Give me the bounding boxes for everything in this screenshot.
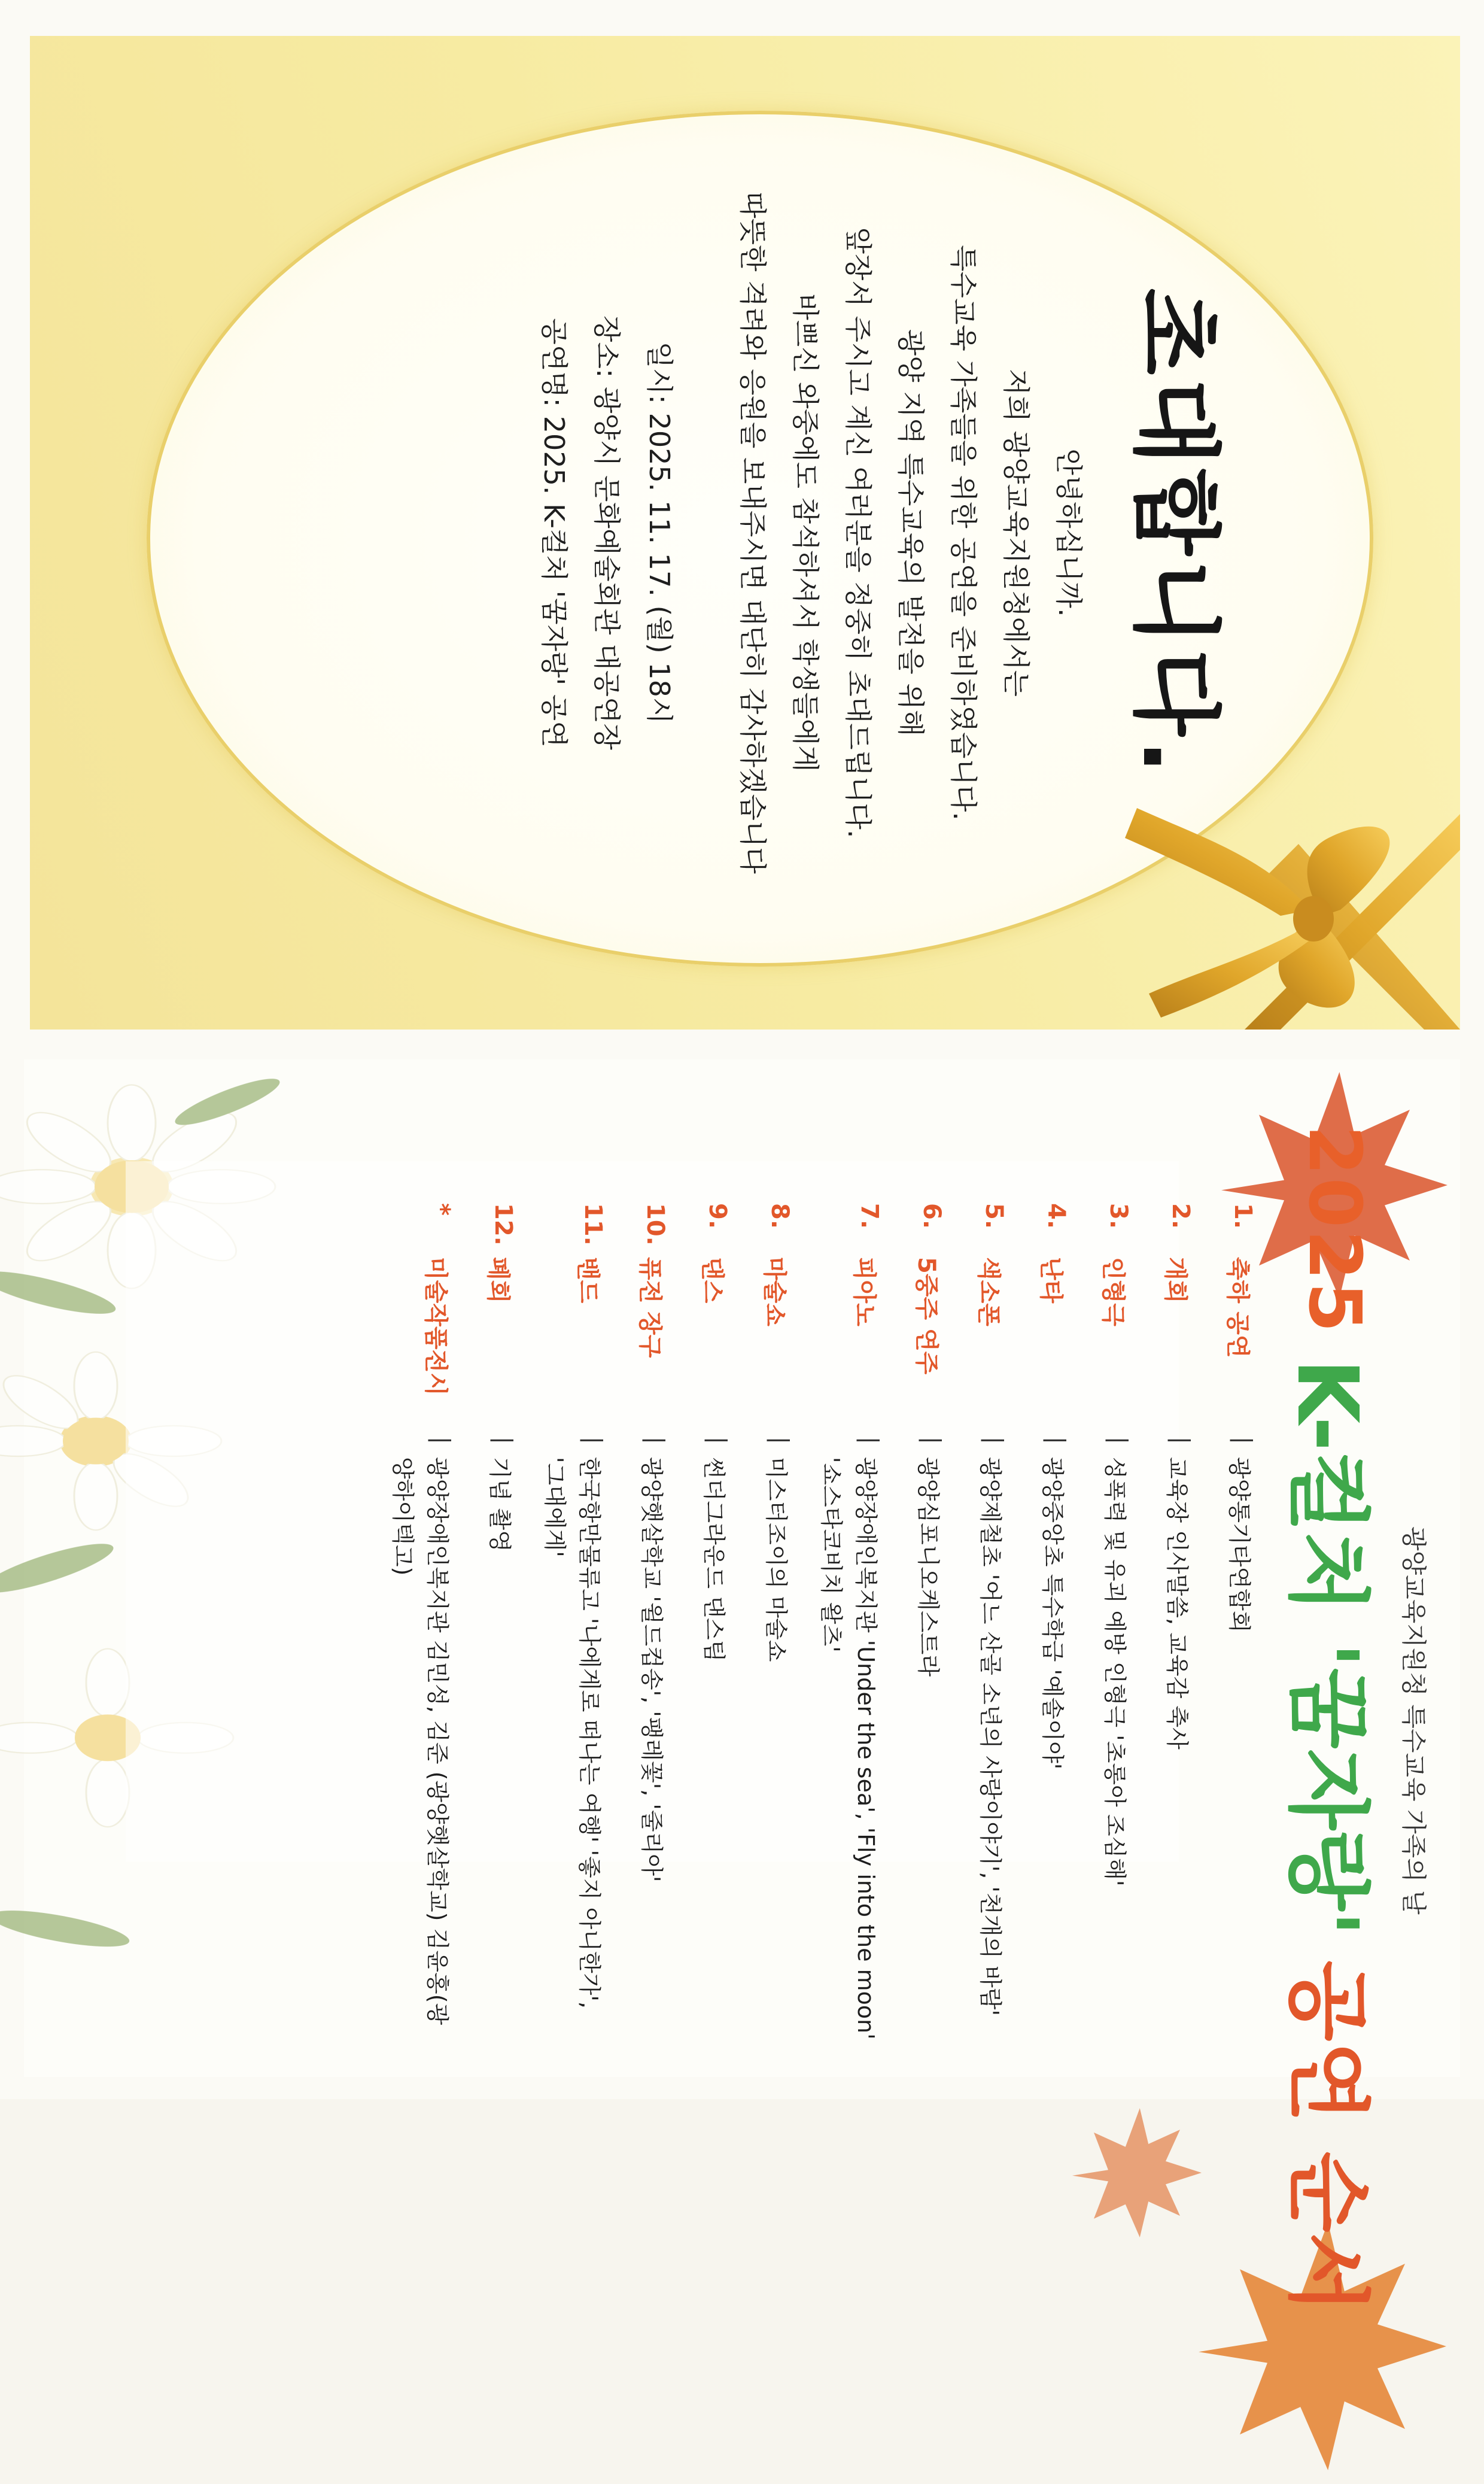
item-description: 미스터조이의 마술쇼: [763, 1457, 789, 1662]
item-number: 9.: [704, 1203, 731, 1229]
greeting-text: 안녕하십니까.: [1053, 448, 1085, 617]
separator: |: [767, 1437, 793, 1444]
body-line: 광양 지역 특수교육의 발전을 위해: [895, 329, 927, 737]
item-number: 3.: [1105, 1203, 1132, 1229]
item-description: 썬더그라운드 댄스팀: [701, 1457, 727, 1662]
maple-leaf-icon: [1065, 2101, 1209, 2245]
item-description: 광양제철초 '어느 산골 소년의 사랑이야기', '천개의 바람': [977, 1457, 1003, 2016]
separator: |: [1230, 1437, 1257, 1444]
list-item: [1008, 1203, 1070, 2041]
item-label: 마술쇼: [761, 1257, 788, 1326]
item-label: 축하 공연: [1224, 1257, 1251, 1358]
item-label: 개회: [1161, 1257, 1189, 1304]
list-item: [1070, 1203, 1132, 2041]
item-label: 인형극: [1099, 1257, 1127, 1326]
item-description: 광양장애인복지관 'Under the sea', 'Fly into the moon' '쇼스타코비치 왈츠': [818, 1457, 879, 2040]
list-item: [1132, 1203, 1194, 2041]
item-number: 2.: [1167, 1203, 1194, 1229]
invitation-body: [528, 36, 1095, 1030]
item-label: 미술작품전시: [422, 1257, 449, 1396]
item-number: 11.: [579, 1203, 607, 1246]
separator: |: [580, 1437, 607, 1444]
item-number: 8.: [766, 1203, 793, 1229]
program-subtitle: 광양교육지원청 특수교육 가족의 날: [1399, 1526, 1428, 1915]
item-label: 퓨전 장구: [636, 1257, 664, 1358]
list-item: [1194, 1203, 1257, 2041]
event-venue: 장소: 광양시 문화예술회관 대공연장: [591, 315, 623, 750]
item-description: 광양햇살학교 '윌드컵송', '팽레꽃', '줄리아': [638, 1457, 665, 1882]
separator: |: [1044, 1437, 1070, 1444]
item-description: 성폭력 및 유괴 예방 인형극 '초롱아 조심해': [1102, 1457, 1128, 1887]
body-line: 앞장서 주시고 계신 여러분을 정중히 초대드립니다.: [842, 227, 874, 839]
body-line: 따뜻한 격려와 응원을 보내주시면 대단히 감사하겠습니다: [737, 192, 769, 874]
item-number: 7.: [856, 1203, 883, 1229]
list-item: [455, 1203, 517, 2041]
program-panel: [24, 1059, 1460, 2313]
body-line: 특수교육 가족들을 위한 공연을 준비하였습니다.: [947, 245, 980, 821]
item-number: 5.: [980, 1203, 1008, 1229]
separator: |: [1106, 1437, 1132, 1444]
item-number: 12.: [489, 1203, 517, 1246]
item-description: 한국항만물류고 '나에게로 떠나는 여행' '좋지 아니한가', '그대에게': [542, 1457, 603, 2009]
item-description: 광양중앙초 특수학급 '예솔이야': [1039, 1457, 1066, 1770]
list-item: [669, 1203, 731, 2041]
item-label: 색소폰: [975, 1257, 1002, 1326]
program-title-tail: 공연 순서: [1278, 1960, 1376, 2313]
item-description: 교육장 인사말씀, 교육감 축사: [1164, 1457, 1190, 1750]
item-label: 밴드: [574, 1257, 601, 1304]
body-line: 바쁘신 와중에도 참석하셔서 학생들에게: [789, 293, 822, 772]
program-title-year: 2025: [1293, 1125, 1376, 1335]
item-label: 피아노: [850, 1257, 878, 1326]
list-item: [607, 1203, 669, 2041]
program-title: [1274, 1125, 1394, 2313]
event-date: 일시: 2025. 11. 17. (월) 18시: [643, 341, 676, 724]
item-label: 5중주 연주: [913, 1257, 940, 1375]
separator: |: [428, 1437, 455, 1444]
program-list: [365, 1203, 1257, 2041]
separator: |: [1168, 1437, 1194, 1444]
item-number: 4.: [1042, 1203, 1070, 1229]
list-item: [883, 1203, 945, 2041]
list-item: [945, 1203, 1008, 2041]
item-description: 광양통기타연합회: [1226, 1457, 1252, 1633]
program-title-main: K-컬처 '꿈자랑': [1278, 1358, 1376, 1937]
item-description: 광양장애인복지관 김민성, 김준 (광양햇살학교) 김윤홍(광양하이텍고): [390, 1457, 451, 2026]
separator: |: [491, 1437, 517, 1444]
list-item: [365, 1203, 455, 2041]
item-number: 10.: [641, 1203, 669, 1246]
list-item: [793, 1203, 883, 2041]
event-show-name: 공연명: 2025. K-컬처 '꿈자랑' 공연: [538, 318, 570, 748]
separator: |: [857, 1437, 883, 1444]
item-label: 난타: [1037, 1257, 1065, 1304]
item-number: *: [427, 1203, 455, 1216]
invitation-title: 초대합니다.: [1123, 288, 1227, 778]
separator: |: [643, 1437, 669, 1444]
item-number: 1.: [1229, 1203, 1257, 1229]
separator: |: [919, 1437, 945, 1444]
item-description: 광양심포니오케스트라: [915, 1457, 941, 1677]
item-description: 기념 촬영: [486, 1457, 513, 1552]
separator: |: [705, 1437, 731, 1444]
item-label: 폐회: [484, 1257, 512, 1304]
item-number: 6.: [918, 1203, 945, 1229]
body-line: 저희 광양교육지원청에서는: [1000, 369, 1032, 697]
item-label: 댄스: [698, 1257, 726, 1304]
invitation-panel: [30, 36, 1460, 1030]
list-item: [517, 1203, 607, 2041]
separator: |: [981, 1437, 1008, 1444]
list-item: [731, 1203, 793, 2041]
